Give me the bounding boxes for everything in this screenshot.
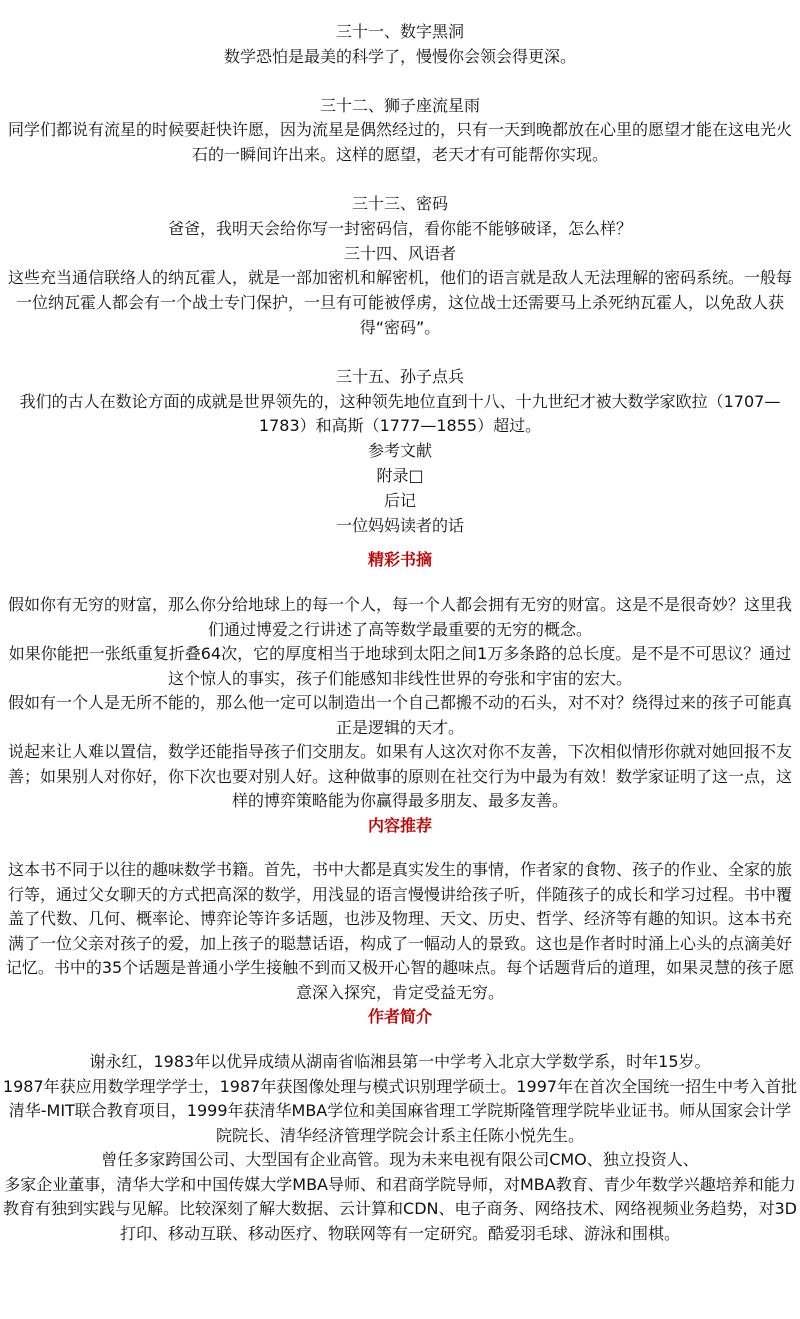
- appendix-attachment: 附录□: [376, 465, 424, 485]
- toc-title-32: 三十二、狮子座流星雨: [319, 95, 480, 115]
- appendix-references: 参考文献: [367, 441, 432, 461]
- author-paragraph: 曾任多家跨国公司、大型国有企业高管。现为未来电视有限公司CMO、独立投资人、: [101, 1150, 699, 1170]
- toc-body-31: 数学恐怕是最美的科学了，慢慢你会领会得更深。: [223, 46, 576, 66]
- excerpt-paragraph: 如果你能把一张纸重复折叠64次，它的厚度相当于地球到太阳之间1万多条路的总长度。是不是不可思议？通过这个惊人的事实，孩子们能感知非线性世界的夸张和宇宙的宏大。: [8, 644, 792, 688]
- recommend-paragraph: 这本书不同于以往的趣味数学书籍。首先，书中大都是真实发生的事情，作者家的食物、孩子的作业、全家的旅行等，通过父女聊天的方式把高深的数学，用浅显的语言慢慢讲给孩子听，伴随孩子的成长和学习过程。书中覆盖了代数、几何、概率论、博弈论等许多话题，也涉及物理、天文、历史、哲学、经济等有趣的知识。这本书充满了一位父亲对孩子的爱，加上孩子的聪慧话语，构成了一幅动人的景致。这也是作者时时涌上心头的点滴美好记忆。书中的35个话题是普通小学生接触不到而又极开心智的趣味点。每个话题背后的道理，如果灵慧的孩子愿意深入探究，肯定受益无穷。: [5, 860, 795, 1002]
- excerpt-paragraph: 假如有一个人是无所不能的，那么他一定可以制造出一个自己都搬不动的石头，对不对？绕得过来的孩子可能真正是逻辑的天才。: [7, 693, 792, 737]
- author-paragraph: 谢永红，1983年以优异成绩从湖南省临湘县第一中学考入北京大学数学系，时年15岁。: [89, 1052, 711, 1072]
- toc-body-34: 这些充当通信联络人的纳瓦霍人，就是一部加密机和解密机，他们的语言就是敌人无法理解的密码系统。一般每一位纳瓦霍人都会有一个战士专门保护，一旦有可能被俘虏，这位战士还需要马上杀死纳瓦霍人，以免敌人获得“密码”。: [7, 268, 792, 337]
- toc-body-32: 同学们都说有流星的时候要赶快许愿，因为流星是偶然经过的，只有一天到晚都放在心里的愿望才能在这电光火石的一瞬间许出来。这样的愿望，老天才有可能帮你实现。: [7, 120, 792, 165]
- excerpt-paragraph: 假如你有无穷的财富，那么你分给地球上的每一个人，每一个人都会拥有无穷的财富。这是不是很奇妙？这里我们通过博爱之行讲述了高等数学最重要的无穷的概念。: [7, 595, 792, 639]
- toc-title-35: 三十五、孙子点兵: [335, 366, 464, 386]
- author-paragraph: 多家企业董事，清华大学和中国传媒大学MBA导师、和君商学院导师，对MBA教育、青少年数学兴趣培养和能力教育有独到实践与见解。比较深刻了解大数据、云计算和CDN、电子商务、网络技术、网络视频业务趋势，对3D打印、移动互联、移动医疗、物联网等有一定研究。酷爱羽毛球、游泳和围棋。: [3, 1174, 797, 1243]
- excerpt-paragraph: 说起来让人难以置信，数学还能指导孩子们交朋友。如果有人这次对你不友善，下次相似情形你就对她回报不友善；如果别人对你好，你下次也要对别人好。这种做事的原则在社交行为中最为有效！数学家证明了这一点，这样的博弈策略能为你赢得最多朋友、最多友善。: [7, 742, 792, 811]
- appendix-reader-note: 一位妈妈读者的话: [335, 515, 464, 535]
- toc-body-33: 爸爸，我明天会给你写一封密码信，看你能不能够破译，怎么样？: [167, 218, 632, 238]
- toc-title-34: 三十四、风语者: [343, 243, 456, 263]
- toc-body-35: 我们的古人在数论方面的成就是世界领先的，这种领先地位直到十八、十九世纪才被大数学家欧拉（1707—1783）和高斯（1777—1855）超过。: [19, 391, 781, 436]
- recommend-heading: 内容推荐: [367, 815, 432, 835]
- toc-title-33: 三十三、密码: [351, 193, 448, 213]
- author-paragraph: 1987年获应用数学理学学士，1987年获图像处理与模式识别理学硕士。1997年在首次全国统一招生中考入首批清华-MIT联合教育项目，1999年获清华MBA学位和美国麻省理工学院斯隆管理学院毕业证书。师从国家会计学院院长、清华经济管理学院会计系主任陈小悦先生。: [2, 1076, 798, 1145]
- author-heading: 作者简介: [367, 1007, 432, 1027]
- excerpt-heading: 精彩书摘: [367, 550, 432, 570]
- toc-title-31: 三十一、数字黑洞: [335, 22, 464, 41]
- appendix-afterword: 后记: [383, 490, 416, 510]
